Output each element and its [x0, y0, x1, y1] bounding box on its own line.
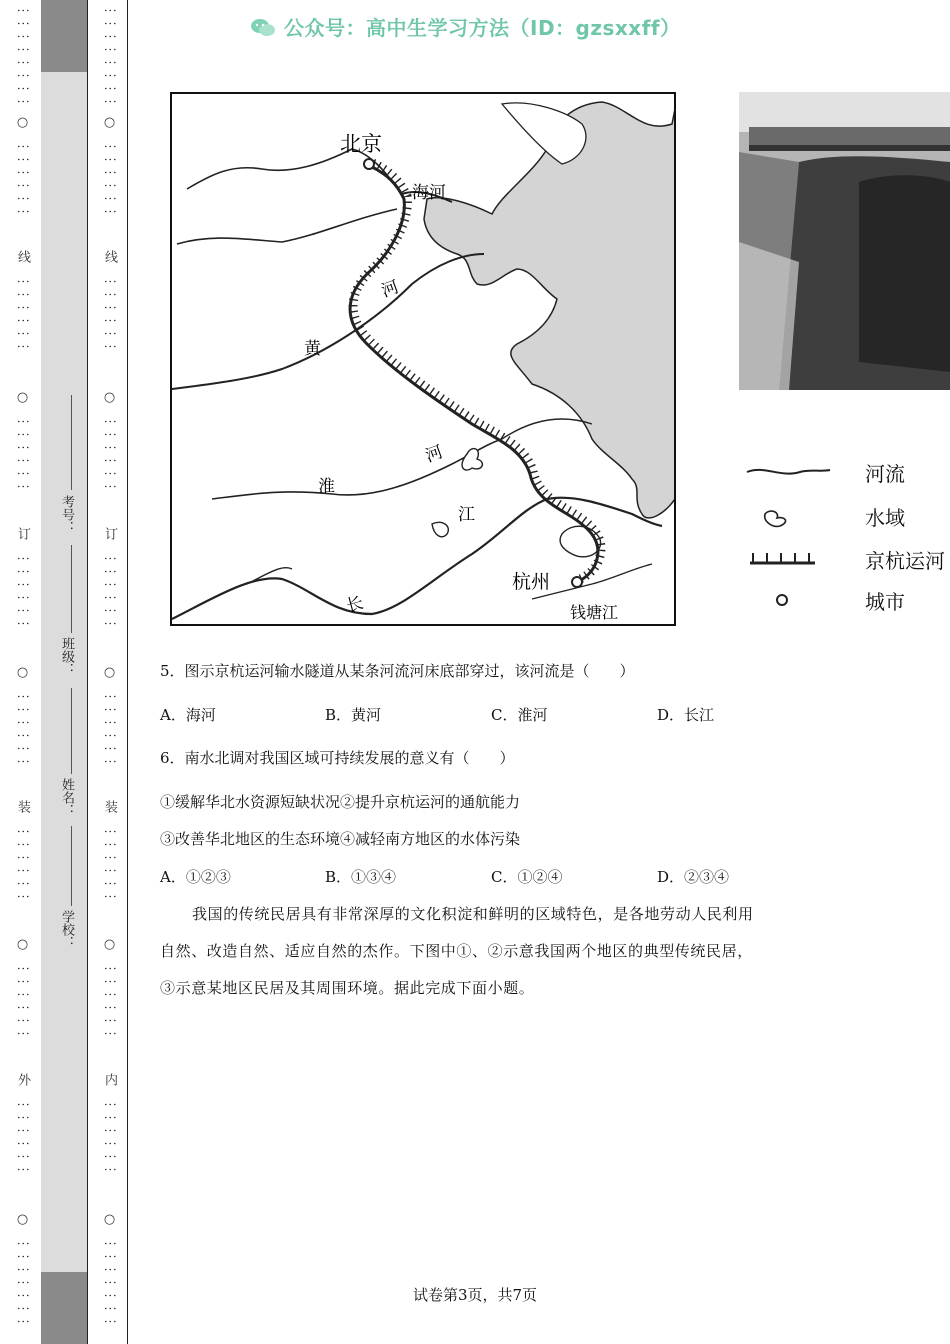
- binding-outer-dots: ⋮⋮⋮⋮⋮⋮: [15, 275, 30, 353]
- label-beijing: 北京: [340, 132, 382, 156]
- question-6-option-c[interactable]: C．①②④: [491, 868, 563, 886]
- legend-river-symbol: [747, 470, 830, 474]
- map-graphic: [172, 94, 676, 626]
- wechat-icon: [250, 18, 276, 38]
- canal-photo: [739, 92, 950, 390]
- binding-inner-mark: 内: [102, 1073, 117, 1086]
- binding-inner-dots: ⋮⋮⋮⋮⋮⋮: [102, 1098, 117, 1176]
- label-he-1: 河: [378, 277, 402, 302]
- binding-inner-dots: ⋮⋮⋮⋮⋮⋮⋮: [102, 1237, 117, 1328]
- question-6-statement-2: ③改善华北地区的生态环境④减轻南方地区的水体污染: [160, 830, 521, 848]
- question-6-option-b[interactable]: B．①③④: [325, 868, 397, 886]
- school-field[interactable]: [71, 826, 72, 906]
- binding-outer-dots: ⋮⋮⋮⋮⋮⋮: [15, 415, 30, 493]
- binding-outer-dots: ⋮⋮⋮⋮⋮⋮⋮: [15, 1237, 30, 1328]
- binding-inner-dots: ⋮⋮⋮⋮⋮⋮: [102, 140, 117, 218]
- binding-inner-dots: ⋮⋮⋮⋮⋮⋮: [102, 275, 117, 353]
- page-footer: 试卷第3页，共7页: [412, 1286, 538, 1304]
- label-haihe: 海河: [412, 183, 446, 203]
- binding-inner-dots: ⋮⋮⋮⋮⋮⋮: [102, 690, 117, 768]
- binding-outer-dots: ⋮⋮⋮⋮⋮⋮: [15, 140, 30, 218]
- binding-outer-dots: ⋮⋮⋮⋮⋮⋮: [15, 962, 30, 1040]
- passage-line-1: 我国的传统民居具有非常深厚的文化积淀和鲜明的区域特色，是各地劳动人民利用: [192, 905, 754, 923]
- binding-outer-circle: ○: [15, 115, 30, 130]
- map-legend: [745, 450, 950, 620]
- binding-line-middle: [87, 0, 88, 1344]
- legend-water-symbol: [765, 511, 786, 526]
- binding-inner-dots: ⋮⋮⋮⋮⋮⋮⋮⋮: [102, 4, 117, 108]
- question-6-option-d[interactable]: D．②③④: [657, 868, 730, 886]
- exam-number-field[interactable]: [71, 395, 72, 490]
- header-brand-text: 公众号：高中生学习方法（ID：gzsxxff）: [284, 16, 681, 40]
- binding-inner-circle: ○: [102, 1212, 117, 1227]
- name-field[interactable]: [71, 688, 72, 774]
- question-5-option-b[interactable]: B．黄河: [325, 706, 382, 724]
- question-5: 5．图示京杭运河输水隧道从某条河流河床底部穿过，该河流是（ ）: [160, 662, 635, 680]
- question-6-option-a[interactable]: A．①②③: [160, 868, 231, 886]
- binding-inner-circle: ○: [102, 665, 117, 680]
- legend-water-label: 水域: [865, 506, 905, 530]
- binding-inner-dots: ⋮⋮⋮⋮⋮⋮: [102, 825, 117, 903]
- binding-band-top: [41, 0, 87, 72]
- legend-symbols: [745, 450, 835, 620]
- label-jiang: 江: [458, 505, 475, 525]
- binding-outer-dots: ⋮⋮⋮⋮⋮⋮: [15, 690, 30, 768]
- name-label: 姓名：: [59, 778, 74, 817]
- legend-city-symbol: [777, 595, 787, 605]
- legend-city-label: 城市: [865, 590, 905, 614]
- binding-inner-mark: 订: [102, 527, 117, 540]
- question-5-option-d[interactable]: D．长江: [657, 706, 715, 724]
- binding-outer-dots: ⋮⋮⋮⋮⋮⋮⋮⋮: [15, 4, 30, 108]
- question-6: 6．南水北调对我国区域可持续发展的意义有（ ）: [160, 749, 515, 767]
- binding-line-inner: [127, 0, 128, 1344]
- binding-outer-circle: ○: [15, 937, 30, 952]
- binding-outer-dots: ⋮⋮⋮⋮⋮⋮: [15, 1098, 30, 1176]
- label-huang: 黄: [304, 339, 321, 359]
- binding-outer-dots: ⋮⋮⋮⋮⋮⋮: [15, 552, 30, 630]
- header-brand: [250, 12, 681, 41]
- legend-river-label: 河流: [865, 462, 905, 486]
- school-label: 学校：: [59, 910, 74, 949]
- grand-canal-map: [170, 92, 676, 626]
- label-hangzhou: 杭州: [512, 571, 551, 593]
- binding-inner-circle: ○: [102, 390, 117, 405]
- binding-outer-mark: 订: [15, 527, 30, 540]
- legend-canal-label: 京杭运河: [865, 549, 945, 573]
- binding-inner-dots: ⋮⋮⋮⋮⋮⋮: [102, 552, 117, 630]
- passage-line-3: ③示意某地区民居及其周围环境。据此完成下面小题。: [160, 979, 535, 997]
- binding-inner-mark: 装: [102, 800, 117, 813]
- label-qiantangjiang: 钱塘江: [570, 603, 619, 622]
- binding-inner-dots: ⋮⋮⋮⋮⋮⋮: [102, 962, 117, 1040]
- question-5-option-c[interactable]: C．淮河: [491, 706, 548, 724]
- canal-photo-graphic: [739, 92, 950, 390]
- binding-inner-circle: ○: [102, 115, 117, 130]
- binding-margin: [0, 0, 128, 1344]
- label-he-2: 河: [422, 442, 446, 467]
- binding-inner-dots: ⋮⋮⋮⋮⋮⋮: [102, 415, 117, 493]
- label-huai: 淮: [318, 477, 335, 497]
- class-field[interactable]: [71, 545, 72, 633]
- binding-inner-circle: ○: [102, 937, 117, 952]
- passage-line-2: 自然、改造自然、适应自然的杰作。下图中①、②示意我国两个地区的典型传统民居，: [160, 942, 753, 960]
- question-6-statement-1: ①缓解华北水资源短缺状况②提升京杭运河的通航能力: [160, 793, 521, 811]
- binding-outer-circle: ○: [15, 665, 30, 680]
- class-label: 班级：: [59, 637, 74, 676]
- binding-outer-mark: 外: [15, 1073, 30, 1086]
- exam-number-label: 考号：: [59, 495, 74, 534]
- question-5-option-a[interactable]: A．海河: [160, 706, 216, 724]
- binding-outer-dots: ⋮⋮⋮⋮⋮⋮: [15, 825, 30, 903]
- binding-outer-mark: 装: [15, 800, 30, 813]
- binding-outer-circle: ○: [15, 1212, 30, 1227]
- binding-outer-circle: ○: [15, 390, 30, 405]
- binding-inner-mark: 线: [102, 250, 117, 263]
- label-chang: 长: [344, 593, 366, 617]
- binding-outer-mark: 线: [15, 250, 30, 263]
- binding-band-bottom: [41, 1272, 87, 1344]
